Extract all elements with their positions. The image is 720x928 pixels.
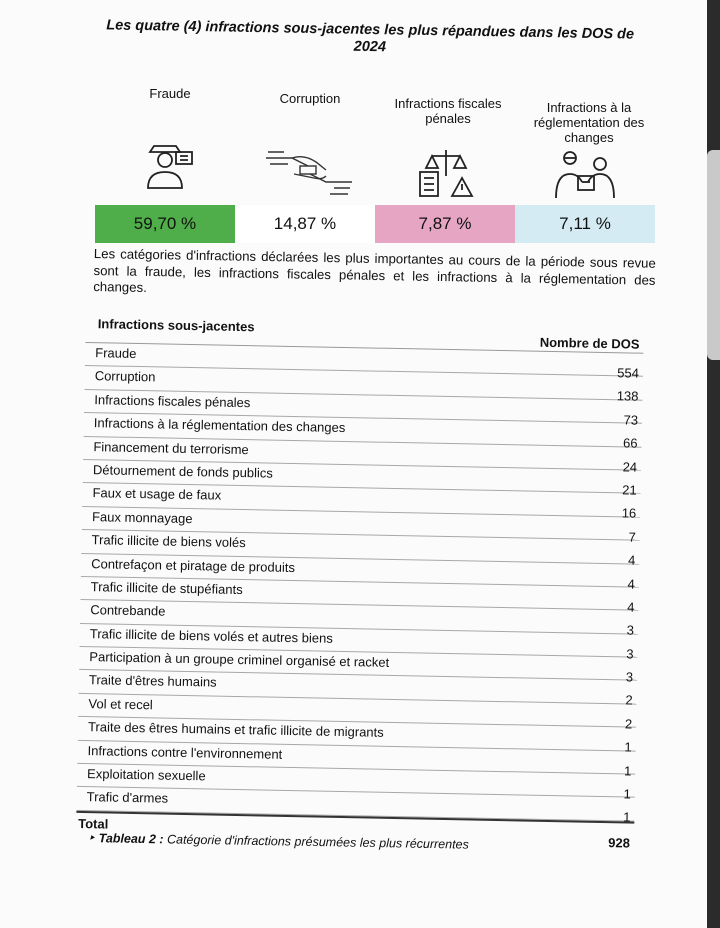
fraud-person-icon bbox=[136, 138, 200, 194]
row-label: Détournement de fonds publics bbox=[92, 462, 274, 481]
row-value: 3 bbox=[626, 622, 635, 638]
row-label: Faux et usage de faux bbox=[92, 485, 222, 503]
page-title: Les quatre (4) infractions sous-jacentes les plus répandues dans les DOS de 2024 bbox=[106, 17, 635, 56]
total-label: Total bbox=[78, 815, 109, 832]
row-label: Corruption bbox=[94, 368, 156, 385]
row-value: 66 bbox=[622, 435, 638, 451]
row-label: Traite des êtres humains et trafic illicite de migrants bbox=[87, 719, 384, 741]
percent-cell-fraude: 59,70 % bbox=[95, 205, 235, 243]
row-label: Trafic d'armes bbox=[86, 789, 169, 807]
row-label: Trafic illicite de biens volés et autres biens bbox=[89, 625, 333, 646]
total-value: 928 bbox=[608, 834, 631, 851]
currency-exchange-people-icon bbox=[552, 150, 618, 202]
row-label: Fraude bbox=[95, 345, 137, 361]
row-value: 4 bbox=[627, 599, 635, 615]
row-label: Trafic illicite de stupéfiants bbox=[90, 579, 243, 597]
row-value: 2 bbox=[624, 716, 633, 732]
row-value: 138 bbox=[616, 388, 639, 405]
row-label: Exploitation sexuelle bbox=[86, 766, 206, 784]
row-label: Contrefaçon et piratage de produits bbox=[91, 555, 296, 575]
header-nombre-dos: Nombre de DOS bbox=[539, 334, 640, 352]
row-value: 4 bbox=[627, 552, 636, 568]
caption-bullet-icon: ‣ bbox=[87, 830, 99, 846]
row-label: Traite d'êtres humains bbox=[88, 672, 217, 691]
row-value: 2 bbox=[625, 692, 633, 709]
row-value: 16 bbox=[621, 505, 637, 521]
percent-cell-corruption: 14,87 % bbox=[235, 205, 375, 243]
row-label: Infractions fiscales pénales bbox=[94, 391, 251, 410]
row-value: 1 bbox=[623, 809, 631, 825]
percent-cell-changes: 7,11 % bbox=[515, 205, 655, 243]
infractions-table bbox=[76, 312, 644, 851]
category-label-fiscales: Infractions fiscales pénales bbox=[394, 96, 502, 126]
row-value: 3 bbox=[626, 646, 634, 662]
row-value: 554 bbox=[617, 365, 640, 381]
row-label: Participation à un groupe criminel organisé et racket bbox=[89, 649, 390, 670]
category-label-fraude: Fraude bbox=[149, 86, 191, 101]
row-value: 1 bbox=[623, 786, 631, 802]
row-label: Contrebande bbox=[90, 602, 166, 619]
row-label: Faux monnayage bbox=[91, 508, 193, 526]
row-label: Vol et recel bbox=[88, 695, 153, 713]
caption-text: Catégorie d'infractions présumées les plus récurrentes bbox=[166, 832, 469, 852]
row-value: 21 bbox=[622, 482, 637, 498]
header-infractions: Infractions sous-jacentes bbox=[97, 316, 255, 335]
row-value: 3 bbox=[625, 669, 634, 685]
row-label: Infractions contre l'environnement bbox=[87, 742, 283, 762]
handshake-bribe-icon bbox=[264, 148, 354, 198]
category-label-corruption: Corruption bbox=[279, 91, 341, 106]
caption-prefix: Tableau 2 : bbox=[98, 831, 164, 847]
percent-cell-fiscales: 7,87 % bbox=[375, 205, 515, 243]
row-label: Financement du terrorisme bbox=[93, 438, 249, 457]
row-label: Trafic illicite de biens volés bbox=[91, 532, 246, 551]
row-value: 4 bbox=[627, 575, 636, 592]
row-value: 1 bbox=[623, 763, 632, 779]
category-label-changes: Infractions à la réglementation des changes bbox=[533, 100, 645, 145]
row-value: 73 bbox=[623, 412, 639, 428]
tax-scale-icon bbox=[416, 146, 476, 200]
intro-paragraph: Les catégories d'infractions déclarées les plus importantes au cours de la période sous revue sont la fraude, les infractions fiscales pénales et les infractions à la réglementation des changes. bbox=[93, 246, 656, 295]
row-value: 7 bbox=[628, 529, 636, 545]
row-value: 1 bbox=[624, 739, 632, 755]
window-edge bbox=[707, 150, 720, 360]
row-value: 24 bbox=[622, 458, 638, 475]
row-label: Infractions à la réglementation des changes bbox=[93, 415, 346, 436]
